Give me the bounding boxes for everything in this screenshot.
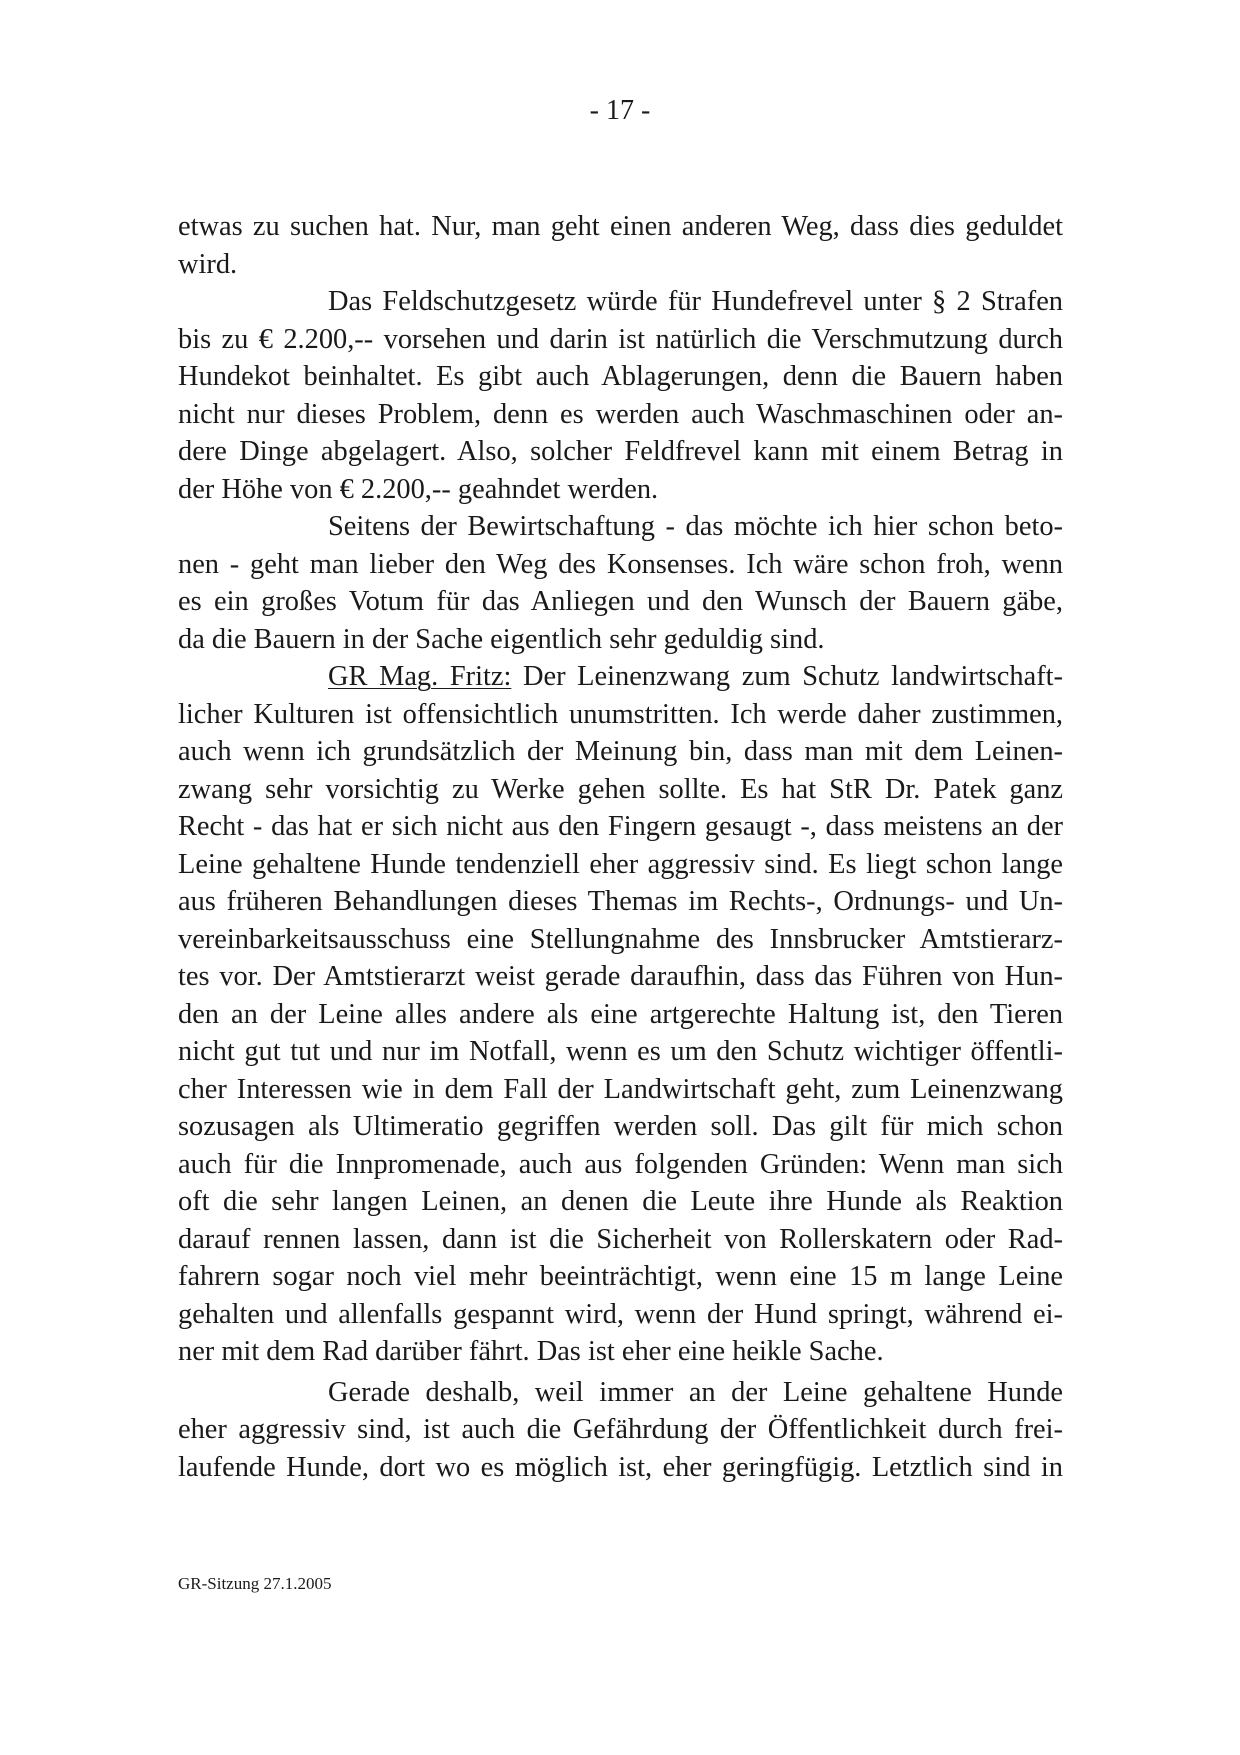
text-line: vereinbarkeitsausschuss eine Stellungnahme des Innsbrucker Amtstierarz- [178, 923, 1063, 955]
paragraph-3 [178, 508, 1063, 658]
text-line: licher Kulturen ist offensichtlich unumstritten. Ich werde daher zustimmen, [178, 698, 1063, 730]
text-line: etwas zu suchen hat. Nur, man geht einen anderen Weg, dass dies geduldet [178, 211, 1063, 242]
text-line: aus früheren Behandlungen dieses Themas im Rechts-, Ordnungs- und Un- [178, 886, 1063, 917]
text-line: der Höhe von € 2.200,-- geahndet werden. [178, 473, 659, 505]
text-line: Recht - das hat er sich nicht aus den Fingern gesaugt -, dass meistens an der [178, 811, 1063, 842]
paragraph-1 [178, 208, 1063, 283]
text-line: auch für die Innpromenade, auch aus folgenden Gründen: Wenn man sich [178, 1148, 1063, 1180]
text-line: Hundekot beinhaltet. Es gibt auch Ablagerungen, denn die Bauern haben [178, 361, 1063, 392]
text-line: dere Dinge abgelagert. Also, solcher Feldfrevel kann mit einem Betrag in [178, 436, 1063, 467]
speaker-line [178, 658, 1063, 696]
paragraph-4 [178, 658, 1063, 1371]
text-line: darauf rennen lassen, dann ist die Sicherheit von Rollerskatern oder Rad- [178, 1223, 1063, 1255]
text-line: nicht gut tut und nur im Notfall, wenn es um den Schutz wichtiger öffentli- [178, 1036, 1063, 1067]
speaker-line-text: Der Leinenzwang zum Schutz landwirtschaft- [511, 661, 1063, 692]
paragraph-2 [178, 283, 1063, 508]
text-line: fahrern sogar noch viel mehr beeinträchtigt, wenn eine 15 m lange Leine [178, 1261, 1063, 1292]
text-line: eher aggressiv sind, ist auch die Gefährdung der Öffentlichkeit durch frei- [178, 1414, 1063, 1445]
text-line: zwang sehr vorsichtig zu Werke gehen sollte. Es hat StR Dr. Patek ganz [178, 773, 1063, 805]
text-line: ner mit dem Rad darüber fährt. Das ist eher eine heikle Sache. [178, 1336, 884, 1367]
text-line: den an der Leine alles andere als eine artgerechte Haltung ist, den Tieren [178, 998, 1063, 1030]
text-line: laufende Hunde, dort wo es möglich ist, eher geringfügig. Letztlich sind in [178, 1451, 1063, 1483]
text-line: oft die sehr langen Leinen, an denen die Leute ihre Hunde als Reaktion [178, 1186, 1063, 1217]
text-line: wird. [178, 248, 238, 280]
paragraph-5 [178, 1374, 1063, 1487]
text-line: Das Feldschutzgesetz würde für Hundefrevel unter § 2 Strafen [328, 286, 1063, 317]
speaker-name: GR Mag. Fritz: [328, 661, 512, 692]
text-line: cher Interessen wie in dem Fall der Landwirtschaft geht, zum Leinenzwang [178, 1073, 1063, 1105]
document-body [178, 208, 1063, 1486]
text-line: Gerade deshalb, weil immer an der Leine gehaltene Hunde [328, 1376, 1063, 1408]
page-footer: GR-Sitzung 27.1.2005 [178, 1574, 332, 1593]
text-line: bis zu € 2.200,-- vorsehen und darin ist natürlich die Verschmutzung durch [178, 323, 1063, 355]
text-line: nicht nur dieses Problem, denn es werden auch Waschmaschinen oder an- [178, 398, 1063, 430]
text-line: sozusagen als Ultimeratio gegriffen werden soll. Das gilt für mich schon [178, 1111, 1063, 1142]
text-line: gehalten und allenfalls gespannt wird, wenn der Hund springt, während ei- [178, 1298, 1063, 1330]
text-line: Leine gehaltene Hunde tendenziell eher aggressiv sind. Es liegt schon lange [178, 848, 1063, 880]
text-line: da die Bauern in der Sache eigentlich sehr geduldig sind. [178, 623, 825, 655]
text-line: nen - geht man lieber den Weg des Konsenses. Ich wäre schon froh, wenn [178, 548, 1063, 580]
text-line: tes vor. Der Amtstierarzt weist gerade daraufhin, dass das Führen von Hun- [178, 961, 1063, 992]
page-number: - 17 - [589, 95, 651, 126]
text-line: Seitens der Bewirtschaftung - das möchte ich hier schon beto- [328, 511, 1063, 542]
text-line: es ein großes Votum für das Anliegen und den Wunsch der Bauern gäbe, [178, 586, 1063, 617]
text-line: auch wenn ich grundsätzlich der Meinung bin, dass man mit dem Leinen- [178, 736, 1063, 767]
